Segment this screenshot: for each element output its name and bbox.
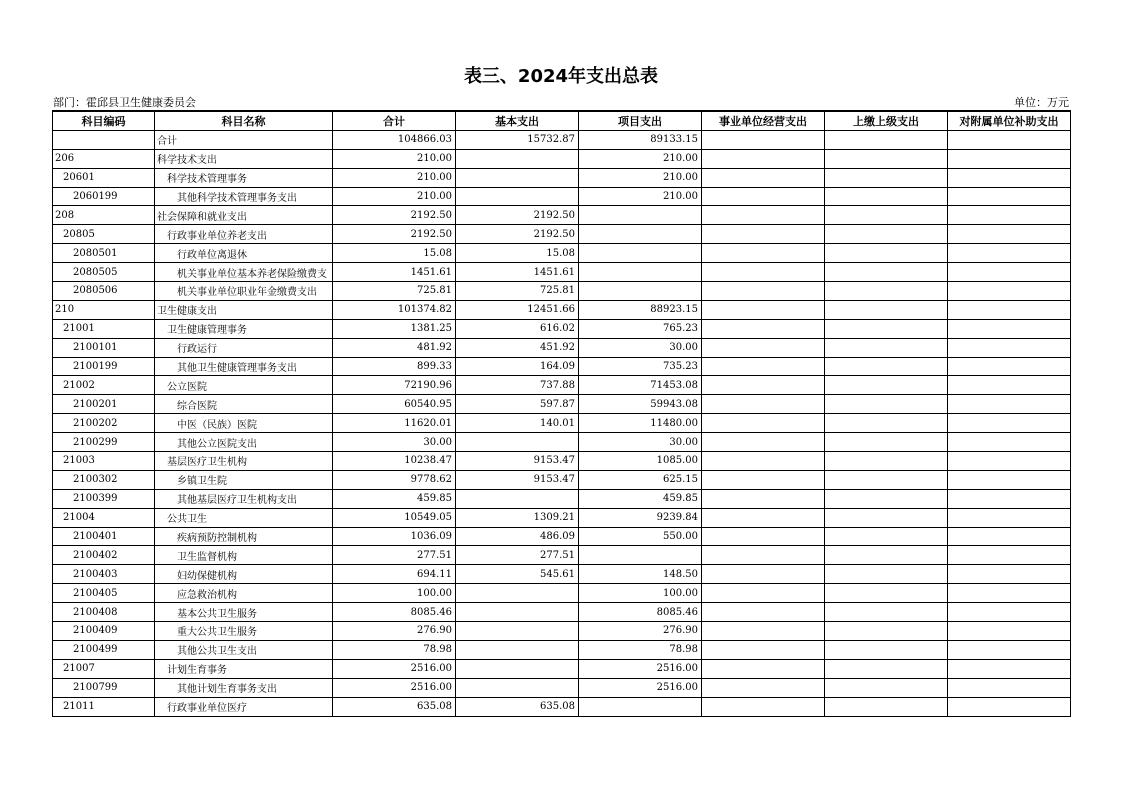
table-row (53, 376, 1071, 395)
cell-total: 1036.09 (333, 527, 456, 546)
table-row (53, 244, 1071, 263)
cell-total: 277.51 (333, 546, 456, 565)
cell-name: 行政运行 (155, 338, 333, 357)
cell-code: 2100499 (53, 640, 155, 659)
column-header: 对附属单位补助支出 (948, 111, 1071, 130)
table-row (53, 640, 1071, 659)
cell-code: 210 (53, 300, 155, 319)
cell-total: 72190.96 (333, 376, 456, 395)
cell-subsidy (948, 527, 1071, 546)
cell-subsidy (948, 263, 1071, 282)
cell-name: 基层医疗卫生机构 (155, 452, 333, 471)
cell-subsidy (948, 149, 1071, 168)
table-row (53, 168, 1071, 187)
column-header: 基本支出 (456, 111, 579, 130)
cell-name: 妇幼保健机构 (155, 565, 333, 584)
cell-upper (825, 414, 948, 433)
cell-total: 210.00 (333, 187, 456, 206)
table-row (53, 395, 1071, 414)
cell-code: 2100399 (53, 489, 155, 508)
cell-subsidy (948, 452, 1071, 471)
table-row (53, 130, 1071, 149)
cell-subsidy (948, 244, 1071, 263)
cell-project: 765.23 (579, 319, 702, 338)
cell-upper (825, 452, 948, 471)
cell-operating (702, 622, 825, 641)
cell-subsidy (948, 489, 1071, 508)
column-header: 合计 (333, 111, 456, 130)
cell-basic: 451.92 (456, 338, 579, 357)
cell-upper (825, 565, 948, 584)
table-row (53, 225, 1071, 244)
cell-basic: 277.51 (456, 546, 579, 565)
cell-project: 78.98 (579, 640, 702, 659)
cell-project: 210.00 (579, 168, 702, 187)
cell-upper (825, 149, 948, 168)
cell-basic: 15.08 (456, 244, 579, 263)
cell-total: 481.92 (333, 338, 456, 357)
table-row (53, 338, 1071, 357)
cell-total: 30.00 (333, 433, 456, 452)
cell-code: 20805 (53, 225, 155, 244)
cell-project: 89133.15 (579, 130, 702, 149)
cell-upper (825, 376, 948, 395)
cell-subsidy (948, 508, 1071, 527)
cell-operating (702, 130, 825, 149)
cell-operating (702, 565, 825, 584)
cell-total: 15.08 (333, 244, 456, 263)
cell-project: 100.00 (579, 584, 702, 603)
cell-total: 11620.01 (333, 414, 456, 433)
cell-upper (825, 282, 948, 301)
cell-basic (456, 584, 579, 603)
cell-code: 2100799 (53, 678, 155, 697)
cell-code: 2080505 (53, 263, 155, 282)
cell-basic: 9153.47 (456, 470, 579, 489)
cell-upper (825, 433, 948, 452)
cell-total: 725.81 (333, 282, 456, 301)
cell-subsidy (948, 395, 1071, 414)
cell-operating (702, 659, 825, 678)
cell-basic: 15732.87 (456, 130, 579, 149)
table-row (53, 282, 1071, 301)
table-header-row (53, 111, 1071, 130)
table-row (53, 452, 1071, 471)
cell-upper (825, 697, 948, 716)
cell-upper (825, 470, 948, 489)
cell-subsidy (948, 282, 1071, 301)
cell-basic: 737.88 (456, 376, 579, 395)
cell-code: 2100409 (53, 622, 155, 641)
cell-project (579, 697, 702, 716)
cell-operating (702, 376, 825, 395)
cell-subsidy (948, 433, 1071, 452)
cell-name: 其他公共卫生支出 (155, 640, 333, 659)
cell-basic: 1451.61 (456, 263, 579, 282)
cell-name: 科学技术管理事务 (155, 168, 333, 187)
cell-code: 21003 (53, 452, 155, 471)
cell-name: 其他计划生育事务支出 (155, 678, 333, 697)
cell-subsidy (948, 678, 1071, 697)
cell-subsidy (948, 206, 1071, 225)
cell-name: 行政单位离退休 (155, 244, 333, 263)
cell-operating (702, 640, 825, 659)
cell-upper (825, 546, 948, 565)
cell-basic (456, 433, 579, 452)
cell-name: 乡镇卫生院 (155, 470, 333, 489)
cell-project: 210.00 (579, 149, 702, 168)
cell-code: 2100405 (53, 584, 155, 603)
cell-operating (702, 584, 825, 603)
cell-subsidy (948, 319, 1071, 338)
cell-name: 其他基层医疗卫生机构支出 (155, 489, 333, 508)
cell-name: 机关事业单位职业年金缴费支出 (155, 282, 333, 301)
cell-code: 2100402 (53, 546, 155, 565)
column-header: 上缴上级支出 (825, 111, 948, 130)
cell-basic (456, 640, 579, 659)
cell-operating (702, 546, 825, 565)
cell-name: 疾病预防控制机构 (155, 527, 333, 546)
cell-basic: 140.01 (456, 414, 579, 433)
cell-total: 210.00 (333, 149, 456, 168)
cell-total: 2516.00 (333, 659, 456, 678)
cell-upper (825, 130, 948, 149)
cell-basic: 616.02 (456, 319, 579, 338)
cell-code: 21007 (53, 659, 155, 678)
cell-name: 其他卫生健康管理事务支出 (155, 357, 333, 376)
cell-project: 8085.46 (579, 603, 702, 622)
cell-basic: 12451.66 (456, 300, 579, 319)
cell-subsidy (948, 187, 1071, 206)
cell-code: 2080501 (53, 244, 155, 263)
cell-code: 208 (53, 206, 155, 225)
cell-subsidy (948, 565, 1071, 584)
cell-upper (825, 640, 948, 659)
cell-project (579, 225, 702, 244)
cell-project: 459.85 (579, 489, 702, 508)
cell-basic: 597.87 (456, 395, 579, 414)
cell-operating (702, 603, 825, 622)
cell-name: 行政事业单位养老支出 (155, 225, 333, 244)
cell-basic: 486.09 (456, 527, 579, 546)
cell-name: 综合医院 (155, 395, 333, 414)
cell-basic (456, 489, 579, 508)
cell-upper (825, 338, 948, 357)
cell-basic (456, 659, 579, 678)
table-row (53, 149, 1071, 168)
cell-total: 899.33 (333, 357, 456, 376)
cell-upper (825, 225, 948, 244)
page-title: 表三、2024年支出总表 (463, 66, 659, 87)
cell-operating (702, 225, 825, 244)
expenditure-table (52, 110, 1071, 717)
column-header: 事业单位经营支出 (702, 111, 825, 130)
cell-project: 210.00 (579, 187, 702, 206)
cell-name: 重大公共卫生服务 (155, 622, 333, 641)
cell-code: 2100403 (53, 565, 155, 584)
cell-upper (825, 659, 948, 678)
cell-operating (702, 357, 825, 376)
unit-label: 单位：万元 (1014, 96, 1069, 109)
cell-name: 科学技术支出 (155, 149, 333, 168)
cell-code: 2100199 (53, 357, 155, 376)
table-row (53, 546, 1071, 565)
cell-project (579, 244, 702, 263)
cell-project: 30.00 (579, 338, 702, 357)
cell-code: 2080506 (53, 282, 155, 301)
cell-code: 2100101 (53, 338, 155, 357)
cell-code: 206 (53, 149, 155, 168)
cell-name: 其他科学技术管理事务支出 (155, 187, 333, 206)
table-row (53, 414, 1071, 433)
cell-basic: 545.61 (456, 565, 579, 584)
cell-total: 2192.50 (333, 206, 456, 225)
table-row (53, 527, 1071, 546)
cell-total: 60540.95 (333, 395, 456, 414)
cell-operating (702, 187, 825, 206)
cell-subsidy (948, 130, 1071, 149)
table-row (53, 565, 1071, 584)
cell-project: 1085.00 (579, 452, 702, 471)
cell-total: 459.85 (333, 489, 456, 508)
cell-operating (702, 452, 825, 471)
table-row (53, 659, 1071, 678)
table-row (53, 489, 1071, 508)
cell-operating (702, 168, 825, 187)
cell-operating (702, 508, 825, 527)
cell-basic: 9153.47 (456, 452, 579, 471)
cell-basic: 1309.21 (456, 508, 579, 527)
cell-total: 694.11 (333, 565, 456, 584)
cell-total: 100.00 (333, 584, 456, 603)
cell-basic (456, 149, 579, 168)
cell-operating (702, 338, 825, 357)
cell-code (53, 130, 155, 149)
cell-project: 625.15 (579, 470, 702, 489)
cell-subsidy (948, 622, 1071, 641)
cell-code: 2060199 (53, 187, 155, 206)
cell-operating (702, 433, 825, 452)
cell-total: 8085.46 (333, 603, 456, 622)
cell-code: 2100408 (53, 603, 155, 622)
cell-upper (825, 584, 948, 603)
table-row (53, 470, 1071, 489)
cell-project: 276.90 (579, 622, 702, 641)
table-row (53, 300, 1071, 319)
cell-total: 2192.50 (333, 225, 456, 244)
cell-operating (702, 263, 825, 282)
cell-subsidy (948, 470, 1071, 489)
cell-project: 11480.00 (579, 414, 702, 433)
table-row (53, 584, 1071, 603)
department-label: 部门：霍邱县卫生健康委员会 (53, 96, 196, 109)
cell-project (579, 282, 702, 301)
cell-basic (456, 622, 579, 641)
cell-name: 机关事业单位基本养老保险缴费支 (155, 263, 333, 282)
cell-subsidy (948, 168, 1071, 187)
cell-total: 9778.62 (333, 470, 456, 489)
table-row (53, 319, 1071, 338)
cell-name: 公共卫生 (155, 508, 333, 527)
cell-code: 21002 (53, 376, 155, 395)
cell-operating (702, 527, 825, 546)
cell-subsidy (948, 414, 1071, 433)
cell-code: 2100299 (53, 433, 155, 452)
cell-operating (702, 697, 825, 716)
cell-subsidy (948, 300, 1071, 319)
cell-subsidy (948, 546, 1071, 565)
cell-name: 卫生健康管理事务 (155, 319, 333, 338)
cell-operating (702, 149, 825, 168)
cell-project (579, 206, 702, 225)
cell-upper (825, 527, 948, 546)
table-row (53, 357, 1071, 376)
cell-project: 71453.08 (579, 376, 702, 395)
cell-operating (702, 206, 825, 225)
cell-upper (825, 206, 948, 225)
cell-operating (702, 678, 825, 697)
cell-code: 2100201 (53, 395, 155, 414)
cell-name: 合计 (155, 130, 333, 149)
cell-name: 中医（民族）医院 (155, 414, 333, 433)
cell-upper (825, 263, 948, 282)
cell-project: 2516.00 (579, 678, 702, 697)
cell-total: 2516.00 (333, 678, 456, 697)
cell-name: 卫生健康支出 (155, 300, 333, 319)
cell-upper (825, 244, 948, 263)
cell-name: 应急救治机构 (155, 584, 333, 603)
cell-operating (702, 244, 825, 263)
cell-name: 行政事业单位医疗 (155, 697, 333, 716)
cell-code: 21004 (53, 508, 155, 527)
cell-name: 卫生监督机构 (155, 546, 333, 565)
cell-code: 2100401 (53, 527, 155, 546)
column-header: 科目编码 (53, 111, 155, 130)
cell-total: 78.98 (333, 640, 456, 659)
cell-name: 基本公共卫生服务 (155, 603, 333, 622)
table-row (53, 603, 1071, 622)
table-row (53, 622, 1071, 641)
table-row (53, 678, 1071, 697)
cell-code: 21001 (53, 319, 155, 338)
cell-total: 101374.82 (333, 300, 456, 319)
cell-name: 社会保障和就业支出 (155, 206, 333, 225)
cell-subsidy (948, 357, 1071, 376)
cell-name: 计划生育事务 (155, 659, 333, 678)
cell-total: 1381.25 (333, 319, 456, 338)
cell-project: 59943.08 (579, 395, 702, 414)
cell-basic (456, 603, 579, 622)
cell-subsidy (948, 376, 1071, 395)
cell-operating (702, 470, 825, 489)
cell-basic: 635.08 (456, 697, 579, 716)
cell-subsidy (948, 603, 1071, 622)
cell-subsidy (948, 640, 1071, 659)
table-row (53, 187, 1071, 206)
cell-operating (702, 319, 825, 338)
cell-operating (702, 489, 825, 508)
cell-upper (825, 603, 948, 622)
table-row (53, 697, 1071, 716)
cell-upper (825, 622, 948, 641)
cell-operating (702, 300, 825, 319)
cell-project: 148.50 (579, 565, 702, 584)
cell-upper (825, 319, 948, 338)
cell-subsidy (948, 659, 1071, 678)
cell-project: 550.00 (579, 527, 702, 546)
cell-total: 210.00 (333, 168, 456, 187)
column-header: 项目支出 (579, 111, 702, 130)
cell-upper (825, 678, 948, 697)
cell-basic (456, 187, 579, 206)
cell-name: 公立医院 (155, 376, 333, 395)
cell-basic (456, 678, 579, 697)
cell-upper (825, 300, 948, 319)
cell-total: 635.08 (333, 697, 456, 716)
cell-project (579, 546, 702, 565)
cell-upper (825, 168, 948, 187)
cell-upper (825, 508, 948, 527)
cell-basic (456, 168, 579, 187)
cell-upper (825, 489, 948, 508)
column-header: 科目名称 (155, 111, 333, 130)
cell-basic: 2192.50 (456, 206, 579, 225)
cell-project (579, 263, 702, 282)
cell-project: 9239.84 (579, 508, 702, 527)
cell-code: 20601 (53, 168, 155, 187)
cell-project: 735.23 (579, 357, 702, 376)
cell-upper (825, 357, 948, 376)
cell-basic: 725.81 (456, 282, 579, 301)
cell-basic: 164.09 (456, 357, 579, 376)
cell-operating (702, 282, 825, 301)
cell-total: 1451.61 (333, 263, 456, 282)
cell-name: 其他公立医院支出 (155, 433, 333, 452)
cell-subsidy (948, 697, 1071, 716)
cell-upper (825, 187, 948, 206)
cell-code: 2100302 (53, 470, 155, 489)
cell-subsidy (948, 584, 1071, 603)
cell-project: 30.00 (579, 433, 702, 452)
cell-operating (702, 414, 825, 433)
table-row (53, 263, 1071, 282)
cell-code: 2100202 (53, 414, 155, 433)
cell-project: 2516.00 (579, 659, 702, 678)
cell-subsidy (948, 225, 1071, 244)
table-row (53, 433, 1071, 452)
table-row (53, 508, 1071, 527)
cell-subsidy (948, 338, 1071, 357)
cell-project: 88923.15 (579, 300, 702, 319)
cell-total: 276.90 (333, 622, 456, 641)
table-row (53, 206, 1071, 225)
cell-code: 21011 (53, 697, 155, 716)
cell-basic: 2192.50 (456, 225, 579, 244)
cell-total: 10238.47 (333, 452, 456, 471)
cell-total: 10549.05 (333, 508, 456, 527)
cell-operating (702, 395, 825, 414)
cell-upper (825, 395, 948, 414)
cell-total: 104866.03 (333, 130, 456, 149)
